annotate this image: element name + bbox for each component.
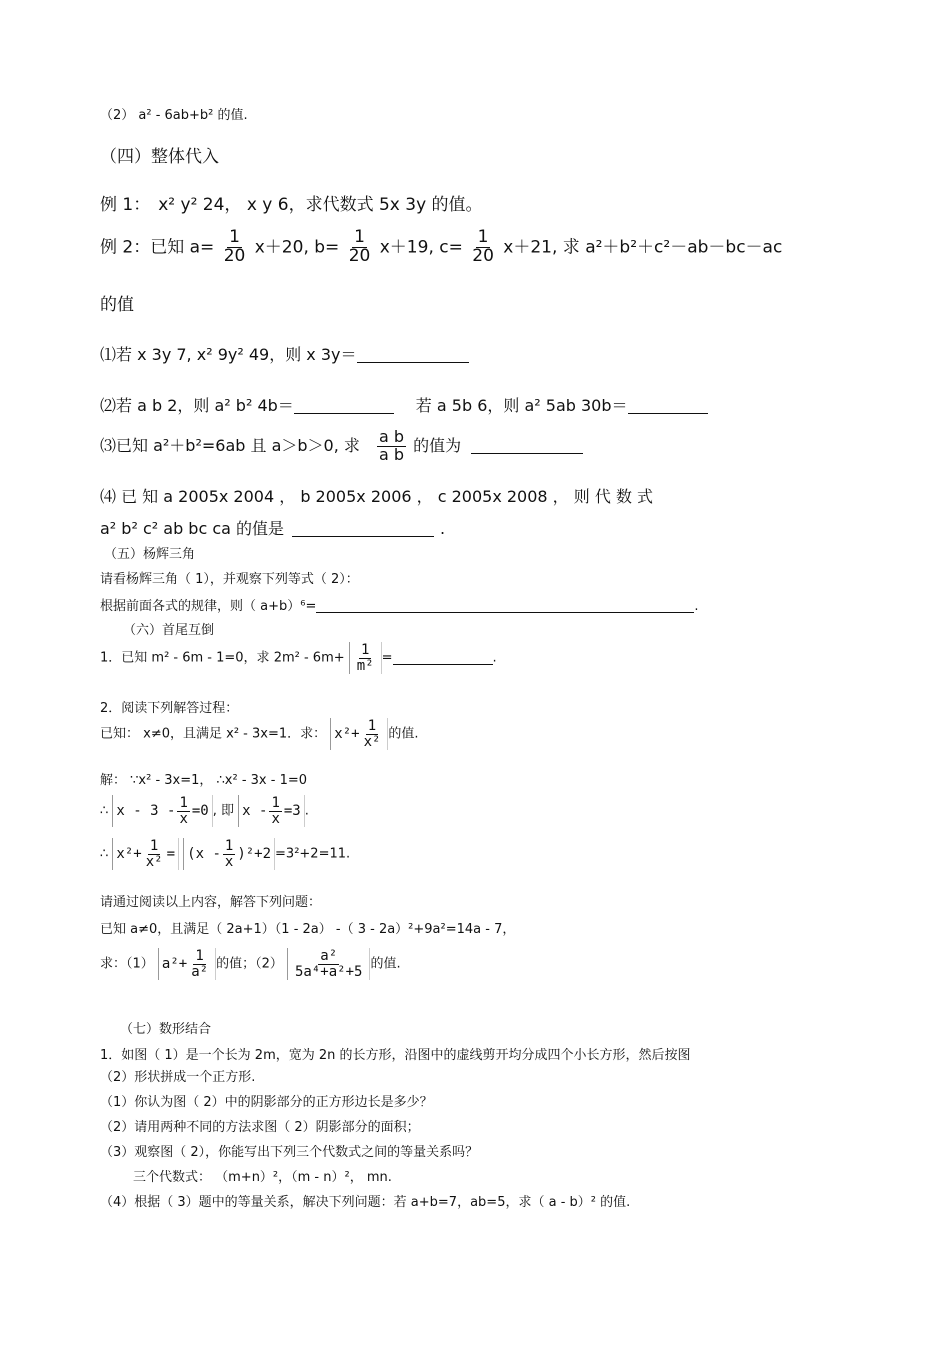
- exercise-1: ⑴若 x 3y 7, x² 9y² 49，则 x 3y＝: [100, 342, 469, 365]
- yanghui-intro: 请看杨辉三角（ 1），并观察下列等式（ 2）：: [100, 572, 359, 587]
- reciprocal-q2-given: 已知： x≠0，且满足 x² - 3x=1．求： x²+ $\frac{1}{\text{x²}}$ 的值.: [100, 718, 419, 750]
- shape-q1-part1: （1）你认为图（ 2）中的阴影部分的正方形边长是多少？: [100, 1095, 433, 1110]
- reciprocal-q2-heading: 2．阅读下列解答过程：: [100, 701, 239, 716]
- exercise-4: ⑷ 已 知 a 2005x 2004 ， b 2005x 2006 ， c 2005x 2008 ， 则 代 数 式: [100, 487, 654, 506]
- example-1-label: 例 1：: [100, 195, 151, 215]
- given-condition: 已知 a≠0，且满足（ 2a+1）（1 - 2a） -（ 3 - 2a）²+9a²=14a - 7，: [100, 922, 516, 937]
- expression-box-x-minus-3: x - 3 - $\frac{1}{x}$ =0: [112, 795, 212, 827]
- question-2-line: （2） a² - 6ab+b² 的值.: [100, 108, 248, 123]
- example-2-label: 例 2：已知 a=: [100, 237, 215, 258]
- section-heading-7: （七）数形结合: [120, 1022, 212, 1037]
- answer-blank[interactable]: [393, 651, 493, 665]
- answer-blank[interactable]: [292, 520, 434, 537]
- shape-q1-part3: （3）观察图（ 2），你能写出下列三个代数式之间的等量关系吗？: [100, 1145, 479, 1160]
- shape-q1-expressions: 三个代数式： （m+n）²，（m - n）²， mn.: [133, 1170, 392, 1185]
- yanghui-question: 根据前面各式的规律，则（ a+b）⁶= .: [100, 599, 699, 614]
- expression-box-square: (x - $\frac{1}{x}$ )²+2: [183, 838, 275, 870]
- expression-box-x2-inv: x²+ $\frac{1}{\text{x²}}$ =: [112, 838, 179, 870]
- fraction-1-20-c: $\frac{1}{20}$: [472, 227, 494, 266]
- example-1-expression: x² y² 24， x y 6，求代数式 5x 3y 的值。: [158, 195, 483, 215]
- answer-blank[interactable]: [471, 437, 583, 454]
- answer-blank[interactable]: [316, 599, 694, 613]
- expression-box-x2-plus-inv: x²+ $\frac{1}{\text{x²}}$: [330, 718, 388, 750]
- fraction-1-20-b: $\frac{1}{20}$: [348, 227, 371, 266]
- expression-box-x-minus-inv: x - $\frac{1}{x}$ =3: [238, 795, 305, 827]
- fraction-1-20-a: $\frac{1}{20}$: [223, 227, 246, 266]
- shape-q1-cont: （2）形状拼成一个正方形.: [100, 1070, 256, 1085]
- example-2-part-b: x＋20, b=: [254, 237, 340, 258]
- reciprocal-q1: 1．已知 m² - 6m - 1=0，求 2m² - 6m+ $\frac{1}{\text{m²}}$ = .: [100, 642, 497, 674]
- example-2-part-d: x＋21, 求 a²＋b²＋c²－ab－bc－ac: [503, 237, 783, 258]
- solution-line-2: ∴ x - 3 - $\frac{1}{x}$ =0 , 即 x - $\frac{1}{x}$ =3 .: [100, 795, 309, 827]
- example-2-part-c: x＋19, c=: [379, 237, 463, 258]
- shape-q1-part4: （4）根据（ 3）题中的等量关系，解决下列问题：若 a+b=7，ab=5，求（ a - b）² 的值.: [100, 1195, 631, 1210]
- expression-box-a2-inv: a²+ $\frac{1}{\text{a²}}$: [158, 948, 216, 980]
- section-heading-4: （四）整体代入: [100, 147, 219, 167]
- answer-blank[interactable]: [357, 346, 469, 363]
- read-instruction: 请通过阅读以上内容，解答下列问题：: [100, 895, 322, 910]
- fraction-box-1-m2: $\frac{1}{\text{m²}}$: [349, 642, 382, 674]
- section-heading-5: （五）杨辉三角: [104, 547, 196, 562]
- example-1: [100, 190, 483, 215]
- find-values: 求：（1） a²+ $\frac{1}{\text{a²}}$ 的值；（2） $\frac{\text{a²}}{\text{5a⁴+a²+5}}$ 的值.: [100, 948, 401, 980]
- shape-q1: 1．如图（ 1）是一个长为 2m，宽为 2n 的长方形，沿图中的虚线剪开均分成四个小长方形，然后按图: [100, 1048, 691, 1063]
- exercise-4-cont: a² b² c² ab bc ca 的值是 .: [100, 519, 446, 538]
- shape-q1-part2: （2）请用两种不同的方法求图（ 2）阴影部分的面积；: [100, 1120, 420, 1135]
- exercise-2: ⑵若 a b 2，则 a² b² 4b＝ 若 a 5b 6，则 a² 5ab 30b＝: [100, 393, 708, 416]
- answer-blank[interactable]: [628, 397, 708, 414]
- example-2: [100, 229, 782, 266]
- solution-line-3: ∴ x²+ $\frac{1}{\text{x²}}$ = (x - $\frac{1}{x}$ )²+2 =3²+2=11.: [100, 838, 351, 870]
- exercise-3: ⑶已知 a²＋b²=6ab 且 a＞b＞0, 求 $\frac{\text{a b}}{\text{a b}}$ 的值为: [100, 429, 583, 464]
- example-2-tail: 的值: [100, 295, 134, 315]
- fraction-a-b: $\frac{\text{a b}}{\text{a b}}$: [379, 427, 405, 464]
- expression-box-ratio: $\frac{\text{a²}}{\text{5a⁴+a²+5}}$: [287, 948, 370, 980]
- answer-blank[interactable]: [294, 397, 394, 414]
- section-heading-6: （六）首尾互倒: [123, 623, 215, 638]
- solution-line-1: 解： ∵x² - 3x=1， ∴x² - 3x - 1=0: [100, 773, 308, 788]
